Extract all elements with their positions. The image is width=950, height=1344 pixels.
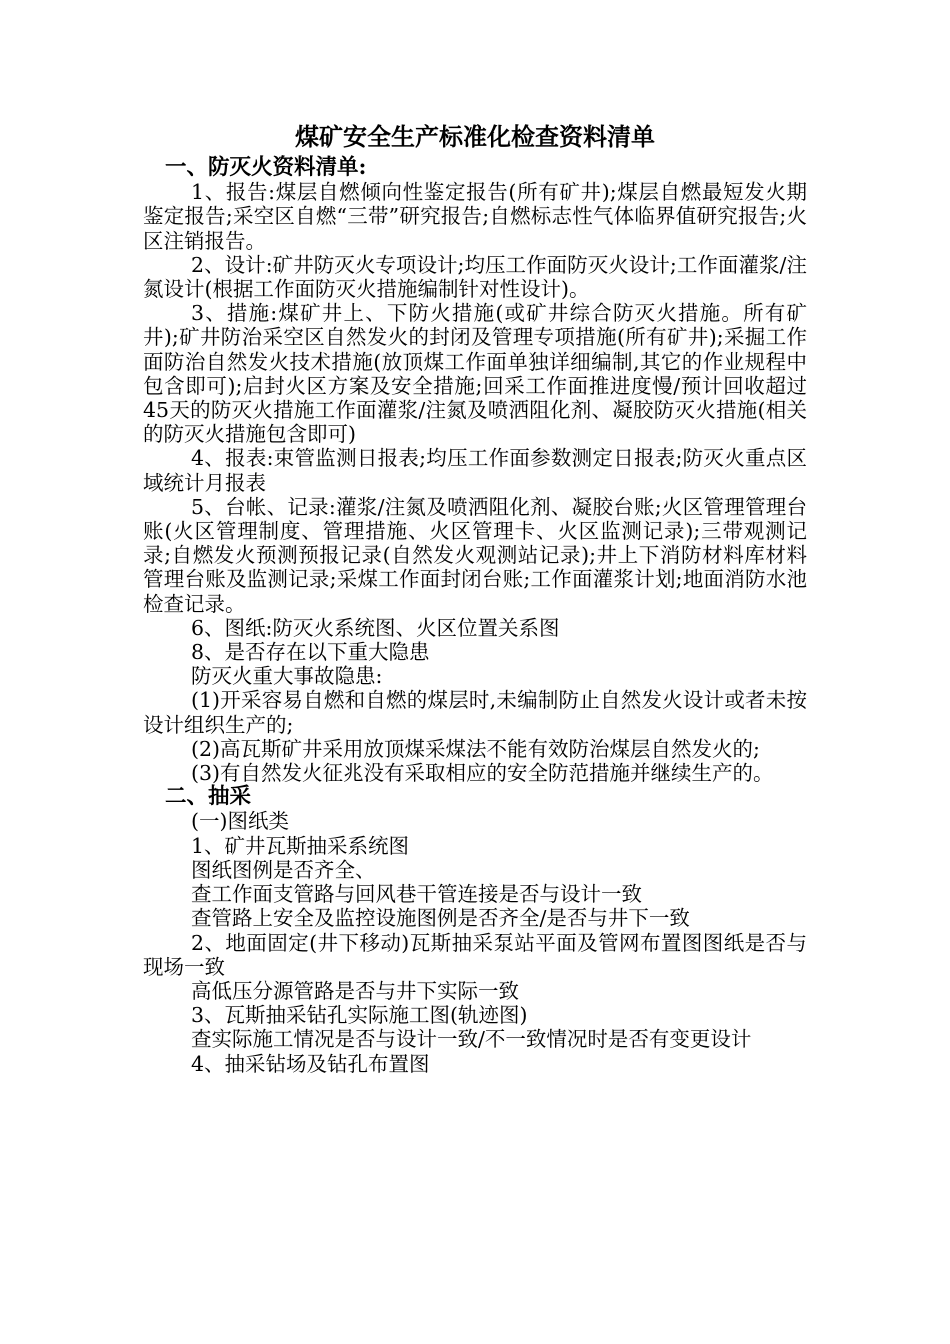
paragraph-designs: 2、设计:矿井防灭火专项设计;均压工作面防灭火设计;工作面灌浆/注氮设计(根据工作面防灭火措施编制针对性设计)。 <box>143 252 807 302</box>
paragraph-report-forms: 4、报表:束管监测日报表;均压工作面参数测定日报表;防灭火重点区域统计月报表 <box>143 446 807 495</box>
paragraph-measures: 3、措施:煤矿井上、下防火措施(或矿井综合防灭火措施。所有矿井);矿井防治采空区自然发火的封闭及管理专项措施(所有矿井);采掘工作面防治自然发火技术措施(放顶煤工作面单独详细编制,其它的作业规程中包含即可);启封火区方案及安全措施;回采工作面推进度慢/预计回收超过45天的防灭火措施工作面灌浆/注氮及喷洒阻化剂、凝胶防灭火措施(相关的防灭火措施包含即可) <box>143 301 807 447</box>
list-item: 1、矿井瓦斯抽采系统图 <box>191 833 410 858</box>
list-item: 查工作面支管路与回风巷干管连接是否与设计一致 <box>191 882 642 907</box>
list-item: 查实际施工情况是否与设计一致/不一致情况时是否有变更设计 <box>191 1027 752 1052</box>
paragraph-drawings: 6、图纸:防灭火系统图、火区位置关系图 <box>191 615 560 640</box>
section-heading-fire-prevention: 一、防灭火资料清单: <box>165 155 367 180</box>
paragraph-hazard-title: 防灭火重大事故隐患: <box>191 664 383 689</box>
paragraph-ledgers: 5、台帐、记录:灌浆/注氮及喷洒阻化剂、凝胶台账;火区管理管理台账(火区管理制度、管理措施、火区管理卡、火区监测记录);三带观测记录;自燃发火预测预报记录(自然发火观测站记录);井上下消防材料库材料管理台账及监测记录;采煤工作面封闭台账;工作面灌浆计划;地面消防水池检查记录。 <box>143 494 807 616</box>
paragraph-hazard-1: (1)开采容易自燃和自燃的煤层时,未编制防止自然发火设计或者未按设计组织生产的; <box>143 688 807 737</box>
section-heading-extraction: 二、抽采 <box>165 784 252 810</box>
paragraph-hazard-2: (2)高瓦斯矿井采用放顶煤采煤法不能有效防治煤层自然发火的; <box>191 736 760 761</box>
list-item: 3、瓦斯抽采钻孔实际施工图(轨迹图) <box>191 1003 528 1028</box>
document-body <box>143 156 807 1076</box>
paragraph-hazard-3: (3)有自然发火征兆没有采取相应的安全防范措施并继续生产的。 <box>191 761 774 786</box>
list-item: 高低压分源管路是否与井下实际一致 <box>191 978 519 1003</box>
list-item: 查管路上安全及监控设施图例是否齐全/是否与井下一致 <box>191 906 690 931</box>
list-item: 2、地面固定(井下移动)瓦斯抽采泵站平面及管网布置图图纸是否与现场一致 <box>143 930 807 979</box>
subsection-drawings: (一)图纸类 <box>191 809 289 834</box>
paragraph-hazard-check: 8、是否存在以下重大隐患 <box>191 640 430 665</box>
list-item: 图纸图例是否齐全、 <box>191 857 376 882</box>
list-item: 4、抽采钻场及钻孔布置图 <box>191 1051 430 1076</box>
paragraph-reports: 1、报告:煤层自燃倾向性鉴定报告(所有矿井);煤层自燃最短发火期鉴定报告;采空区自燃“三带”研究报告;自燃标志性气体临界值研究报告;火区注销报告。 <box>143 180 807 253</box>
document-title: 煤矿安全生产标准化检查资料清单 <box>295 122 655 151</box>
